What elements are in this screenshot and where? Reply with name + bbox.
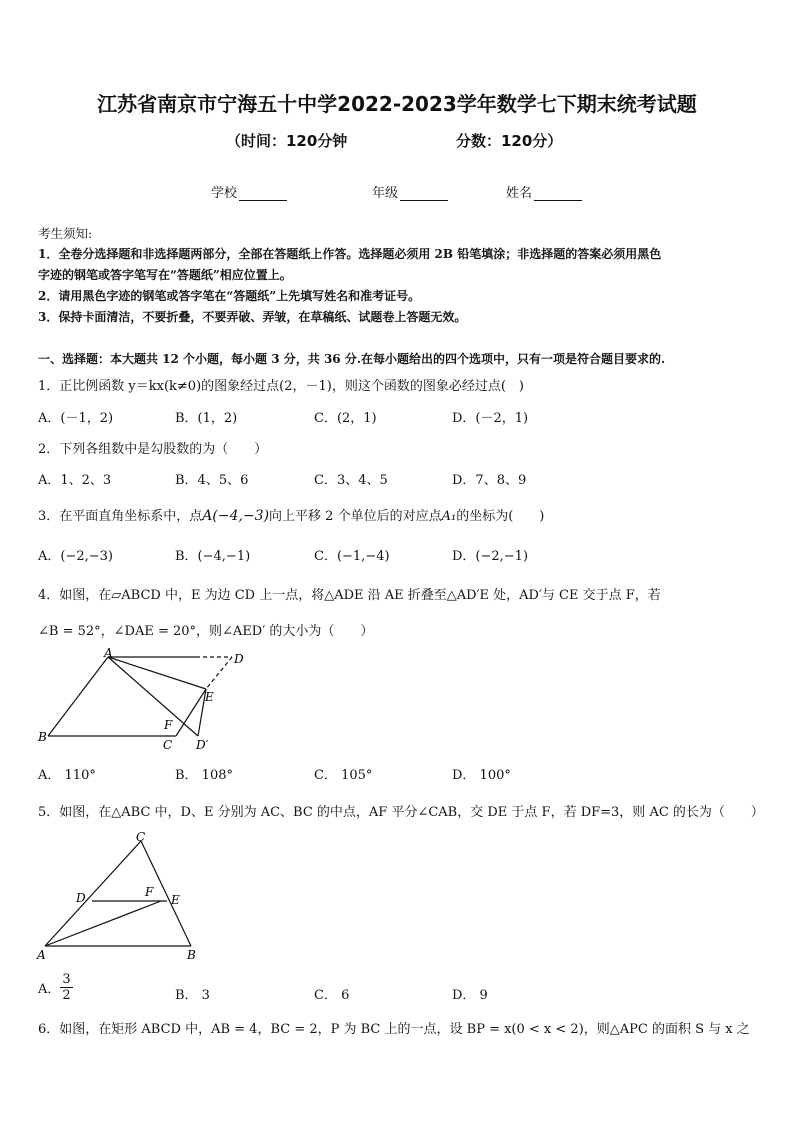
q5-option-c[interactable]: C． 6 xyxy=(314,988,350,1003)
q5-label-c: C xyxy=(136,830,146,844)
name-field[interactable] xyxy=(506,182,582,201)
q2-option-d[interactable]: D．7、8、9 xyxy=(452,473,527,488)
q3-stem-pre: 3．在平面直角坐标系中，点 xyxy=(38,509,203,524)
q5-label-e: E xyxy=(171,893,180,907)
name-label: 姓名 xyxy=(506,186,533,201)
q5-label-f: F xyxy=(145,885,154,899)
q1-option-c[interactable]: C．(2，1) xyxy=(314,411,377,426)
q5-label-d: D xyxy=(76,891,86,905)
q4-label-a: A xyxy=(104,648,113,660)
section-heading: 一、选择题：本大题共 12 个小题，每小题 3 分，共 36 分.在每小题给出的四个选项中，只有一项是符合题目要求的. xyxy=(38,352,666,366)
school-label: 学校 xyxy=(211,186,238,201)
school-field[interactable] xyxy=(211,182,287,201)
q4-label-c: C xyxy=(163,738,173,752)
q4-label-d1: D′ xyxy=(196,738,209,752)
q3-option-b[interactable]: B．(−4,−1) xyxy=(175,549,251,564)
q6-stem: 6．如图，在矩形 ABCD 中，AB = 4，BC = 2，P 为 BC 上的一点，设 BP = x(0 < x < 2)，则△APC 的面积 S 与 x 之 xyxy=(38,1022,750,1037)
q5-option-a-label: A． xyxy=(38,982,61,997)
grade-blank[interactable] xyxy=(400,186,448,201)
q2-option-b[interactable]: B．4、5、6 xyxy=(175,473,249,488)
q3-stem-post: 的坐标为( ) xyxy=(456,509,545,524)
q3-point2: A₁ xyxy=(441,509,457,524)
q3-stem xyxy=(38,505,544,524)
q4-figure xyxy=(36,648,251,753)
q2-stem: 2．下列各组数中是勾股数的为（ ） xyxy=(38,442,268,457)
notice-line-1a: 1．全卷分选择题和非选择题两部分，全部在答题纸上作答。选择题必须用 2B 铅笔填涂；非选择题的答案必须用黑色 xyxy=(38,247,662,261)
q3-stem-mid: 向上平移 2 个单位后的对应点 xyxy=(269,509,442,524)
q4-label-e: E xyxy=(205,690,214,704)
q3-option-d[interactable]: D．(−2,−1) xyxy=(452,549,529,564)
grade-label: 年级 xyxy=(372,186,399,201)
q4-label-f: F xyxy=(164,718,173,732)
q5-option-a-denominator: 2 xyxy=(62,988,71,1003)
q5-option-a-fraction xyxy=(60,972,72,1003)
notice-heading: 考生须知: xyxy=(38,226,93,241)
q1-option-d[interactable]: D．(－2，1) xyxy=(452,411,529,426)
q5-figure xyxy=(33,828,208,963)
q3-option-a[interactable]: A．(−2,−3) xyxy=(38,549,113,564)
name-blank[interactable] xyxy=(534,186,582,201)
q4-line-1: 4．如图，在▱ABCD 中，E 为边 CD 上一点，将△ADE 沿 AE 折叠至△AD′E 处，AD′与 CE 交于点 F，若 xyxy=(38,588,661,603)
notice-line-2: 2．请用黑色字迹的钢笔或答字笔在“答题纸”上先填写姓名和准考证号。 xyxy=(38,289,421,303)
q5-label-a: A xyxy=(37,948,46,962)
q4-option-b[interactable]: B． 108° xyxy=(175,768,233,783)
q1-stem: 1．正比例函数 y＝kx(k≠0)的图象经过点(2，－1)，则这个函数的图象必经过点( ) xyxy=(38,379,524,394)
q5-option-d[interactable]: D． 9 xyxy=(452,988,488,1003)
grade-field[interactable] xyxy=(372,182,448,201)
q3-option-c[interactable]: C．(−1,−4) xyxy=(314,549,390,564)
q2-option-c[interactable]: C．3、4、5 xyxy=(314,473,388,488)
q5-option-a-numerator: 3 xyxy=(62,972,71,987)
q2-option-a[interactable]: A．1、2、3 xyxy=(38,473,112,488)
exam-score: 分数：120分） xyxy=(456,132,563,150)
q4-option-a[interactable]: A． 110° xyxy=(38,768,96,783)
school-blank[interactable] xyxy=(239,186,287,201)
q4-label-b: B xyxy=(38,730,47,744)
q5-option-b[interactable]: B． 3 xyxy=(175,988,210,1003)
q4-label-d: D xyxy=(234,652,244,666)
q4-line-2: ∠B = 52°，∠DAE = 20°，则∠AED′ 的大小为（ ） xyxy=(38,624,374,639)
notice-line-1b: 字迹的钢笔或答字笔写在“答题纸”相应位置上。 xyxy=(38,268,292,282)
q1-option-a[interactable]: A．(－1，2) xyxy=(38,411,114,426)
q1-option-b[interactable]: B．(1，2) xyxy=(175,411,238,426)
exam-time: （时间：120分钟 xyxy=(226,132,348,150)
q4-option-c[interactable]: C． 105° xyxy=(314,768,373,783)
exam-title: 江苏省南京市宁海五十中学2022-2023学年数学七下期末统考试题 xyxy=(97,92,697,116)
q4-option-d[interactable]: D． 100° xyxy=(452,768,511,783)
q3-point: A(−4,−3) xyxy=(202,508,270,524)
q5-option-a[interactable] xyxy=(38,972,73,1003)
notice-line-3: 3．保持卡面清洁，不要折叠，不要弄破、弄皱，在草稿纸、试题卷上答题无效。 xyxy=(38,310,467,324)
q5-label-b: B xyxy=(187,948,196,962)
q5-stem: 5．如图，在△ABC 中，D、E 分别为 AC、BC 的中点，AF 平分∠CAB，交 DE 于点 F，若 DF=3，则 AC 的长为（ ） xyxy=(38,805,764,820)
